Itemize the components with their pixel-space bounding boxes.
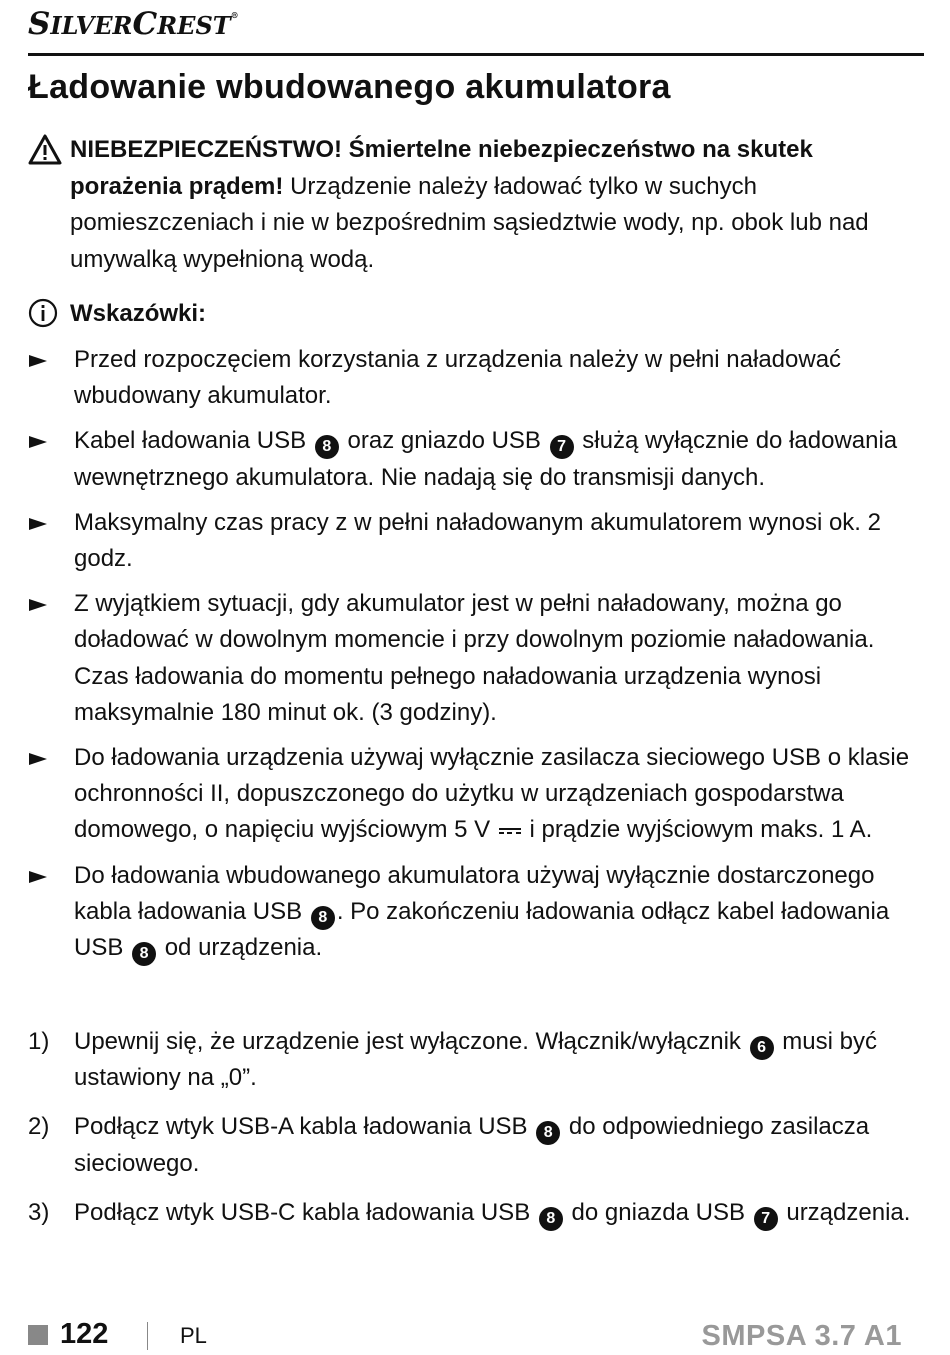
step-item: 2) Podłącz wtyk USB-A kabla ładowania USB 8 do odpowiedniego zasilacza sieciowego. [28,1109,924,1181]
footer-divider [147,1322,148,1350]
info-icon [28,298,58,328]
page-number: 122 [60,1318,109,1350]
bullet-arrow-icon [29,518,47,530]
bullet-arrow-icon [29,599,47,611]
model-name: SMPSA 3.7 A1 [701,1320,902,1352]
page-title: Ładowanie wbudowanego akumulatora [28,68,671,106]
bullet-arrow-icon [29,436,47,448]
page-footer [28,1318,924,1354]
notes-heading: Wskazówki: [28,296,206,332]
list-item: Do ładowania wbudowanego akumulatora używaj wyłącznie dostarczonego kabla ładowania USB 8 . Po zakończeniu ładowania odłącz kabel ładowania USB 8 od urządzenia. [28,858,924,967]
list-item: Maksymalny czas pracy z w pełni naładowanym akumulatorem wynosi ok. 2 godz. [28,505,924,577]
bullet-arrow-icon [29,753,47,765]
bullet-arrow-icon [29,355,47,367]
part-number-badge: 7 [754,1207,778,1231]
language-code: PL [180,1323,207,1348]
danger-warning [28,132,908,278]
step-number: 2) [28,1113,50,1141]
footer-square-marker [28,1325,48,1345]
list-item: Do ładowania urządzenia używaj wyłącznie zasilacza sieciowego USB o klasie ochronności II, dopuszczonego do użytku w urządzeniach gospodarstwa domowego, o napięciu wyjściowym 5 V i prądzie wyjściowym maks. 1 A. [28,740,924,849]
dc-symbol-icon [499,828,521,834]
warning-triangle-icon [28,134,62,166]
header-rule [28,53,924,56]
step-number: 1) [28,1028,50,1055]
part-number-badge: 7 [550,435,574,459]
warning-heading: NIEBEZPIECZEŃSTWO! Śmiertelne niebezpieczeństwo na skutek porażenia prądem! [70,136,813,200]
brand-logo: SILVERCREST® [28,6,239,42]
part-number-badge: 8 [132,942,156,966]
list-item: Przed rozpoczęciem korzystania z urządzenia należy w pełni naładować wbudowany akumulator. [28,342,924,414]
part-number-badge: 8 [315,435,339,459]
step-number: 3) [28,1198,50,1226]
part-number-badge: 8 [539,1207,563,1231]
bullet-arrow-icon [29,871,47,883]
part-number-badge: 6 [750,1036,774,1060]
part-number-badge: 8 [536,1121,560,1145]
part-number-badge: 8 [311,906,335,930]
list-item: Z wyjątkiem sytuacji, gdy akumulator jest w pełni naładowany, można go doładować w dowolnym momencie i przy dowolnym poziomie naładowania. Czas ładowania do momentu pełnego naładowania urządzenia wynosi maksymalnie 180 minut ok. (3 godziny). [28,586,924,731]
steps-list [28,1024,924,1244]
step-item: 1) Upewnij się, że urządzenie jest wyłączone. Włącznik/wyłącznik 6 musi być ustawiony na „0”. [28,1024,924,1096]
notes-list [28,342,924,975]
list-item: Kabel ładowania USB 8 oraz gniazdo USB 7 służą wyłącznie do ładowania wewnętrznego akumulatora. Nie nadają się do transmisji danych. [28,423,924,495]
warning-text: Urządzenie należy ładować tylko w suchych pomieszczeniach i nie w bezpośrednim sąsiedztwie wody, np. obok lub nad umywalką wypełnioną wodą. [70,172,869,273]
step-item: 3) Podłącz wtyk USB-C kabla ładowania USB 8 do gniazda USB 7 urządzenia. [28,1195,924,1231]
